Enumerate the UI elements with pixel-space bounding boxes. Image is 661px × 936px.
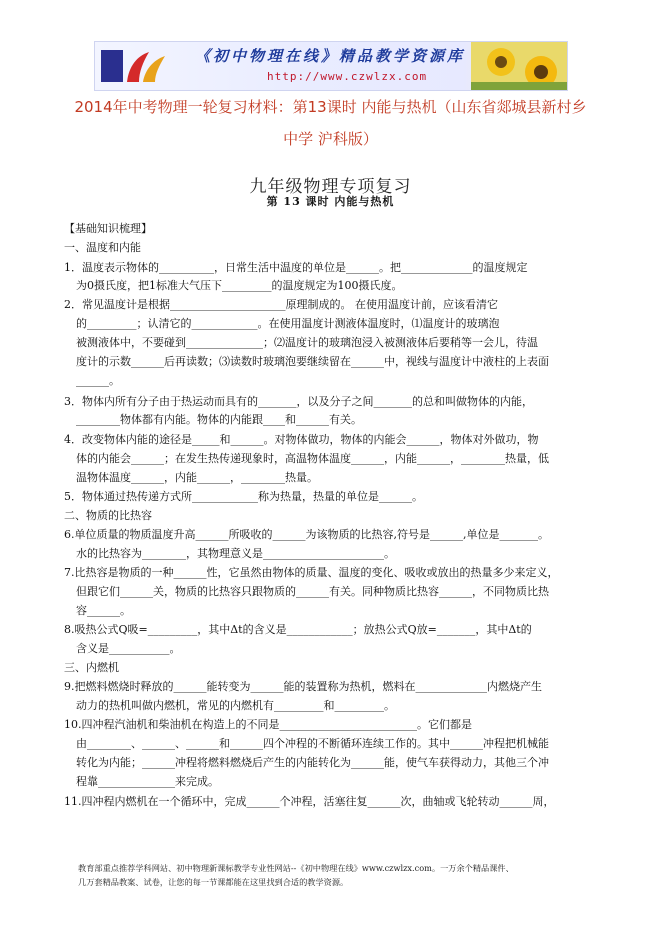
sunflower-image: [471, 42, 567, 90]
body-line: 二、物质的比热容: [64, 509, 152, 522]
site-logo: [99, 46, 169, 86]
footer-line-1: 教育部重点推荐学科网站、初中物理新课标教学专业性网站--《初中物理在线》www.czwlzx.com。一万余个精品课件、: [78, 863, 514, 873]
footer-line-2: 几万套精品教案、试卷，让您的每一节课都能在这里找到合适的教学资源。: [78, 877, 349, 887]
body-line: 由________、______、______和______四个冲程的不断循环连续工作的。其中______冲程把机械能: [76, 737, 549, 750]
body-line: 被测液体中，不要碰到______________；⑵温度计的玻璃泡浸入被测液体后要稍等一会儿，待温: [76, 336, 538, 349]
body-line: 温物体温度______，内能______，________热量。: [76, 471, 318, 484]
body-line: 1．温度表示物体的__________，日常生活中温度的单位是______。把_____________的温度规定: [64, 261, 528, 274]
body-line: 一、温度和内能: [64, 241, 141, 254]
body-line: 2．常见温度计是根据_____________________原理制成的。 在使用温度计前，应该看清它: [64, 298, 498, 311]
document-title-line-1: 2014年中考物理一轮复习材料：第13课时 内能与热机（山东省郯城县新村乡: [74, 98, 587, 116]
body-line: 6.单位质量的物质温度升高______所吸收的______为该物质的比热容,符号是______,单位是_______。: [64, 528, 549, 541]
body-line: 体的内能会______；在发生热传递现象时，高温物体温度______，内能______，________热量，低: [76, 452, 549, 465]
body-line: 水的比热容为________，其物理意义是______________________。: [76, 547, 395, 560]
body-line: 容______。: [76, 604, 131, 617]
body-line: 8.吸热公式Q吸=_________，其中Δt的含义是____________；放热公式Q放=_______，其中Δt的: [64, 623, 532, 636]
body-line: 但跟它们______关，物质的比热容只跟物质的______有关。同种物质比热容______，不同物质比热: [76, 585, 549, 598]
body-line: 11.四冲程内燃机在一个循环中，完成______个冲程，活塞往复______次，曲轴或飞轮转动______周，: [64, 795, 555, 808]
body-line: 7.比热容是物质的一种______性，它虽然由物体的质量、温度的变化、吸收或放出的热量多少来定义，: [64, 566, 559, 579]
body-line: 度计的示数______后再读数；⑶读数时玻璃泡要继续留在______中，视线与温度计中液柱的上表面: [76, 355, 549, 368]
body-line: 3．物体内所有分子由于热运动而具有的_______，以及分子之间_______的总和叫做物体的内能，: [64, 395, 533, 408]
lesson-heading: 第 13 课时 内能与热机: [266, 195, 395, 208]
banner-url[interactable]: http://www.czwlzx.com: [267, 70, 428, 83]
body-line: 动力的热机叫做内燃机，常见的内燃机有_________和_________。: [76, 699, 395, 712]
body-line: 三、内燃机: [64, 661, 119, 674]
header-banner: [94, 41, 568, 91]
body-line: ________物体都有内能。物体的内能跟____和______有关。: [76, 413, 362, 426]
body-line: 【基础知识梳理】: [64, 222, 152, 235]
body-line: 转化为内能；______冲程将燃料燃烧后产生的内能转化为______能，使气车获得动力，其他三个冲: [76, 756, 549, 769]
body-line: 10.四冲程汽油机和柴油机在构造上的不同是_________________________。它们都是: [64, 718, 472, 731]
body-line: 5．物体通过热传递方式所____________称为热量，热量的单位是______。: [64, 490, 423, 503]
body-line: 含义是___________。: [76, 642, 181, 655]
document-title-line-2: 中学 沪科版）: [283, 130, 378, 148]
body-line: 为0摄氏度，把1标准大气压下_________的温度规定为100摄氏度。: [76, 279, 403, 292]
banner-title: 《初中物理在线》精品教学资源库: [195, 47, 466, 65]
section-heading: 九年级物理专项复习: [249, 177, 412, 197]
body-line: 的_________；认清它的____________。在使用温度计测液体温度时，⑴温度计的玻璃泡: [76, 317, 500, 330]
body-line: 9.把燃料燃烧时释放的______能转变为______能的装置称为热机，燃料在_____________内燃烧产生: [64, 680, 542, 693]
body-line: ______。: [76, 374, 120, 387]
body-line: 程靠______________来完成。: [76, 775, 219, 788]
body-line: 4．改变物体内能的途径是_____和______。对物体做功，物体的内能会______，物体对外做功，物: [64, 433, 539, 446]
